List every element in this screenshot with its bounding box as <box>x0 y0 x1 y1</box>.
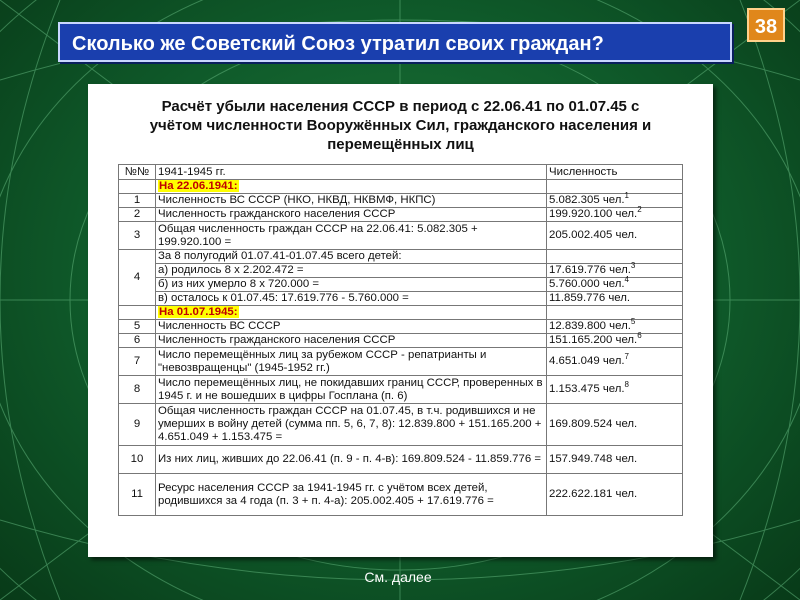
date-highlight: На 01.07.1945: <box>159 306 238 318</box>
footnote-mark: 1 <box>624 191 629 201</box>
header-period: 1941-1945 гг. <box>156 165 547 180</box>
slide-number-badge: 38 <box>747 8 785 42</box>
header-count: Численность <box>547 165 683 180</box>
row-number: 10 <box>119 446 156 474</box>
row-number: 5 <box>119 320 156 334</box>
row-number: 9 <box>119 404 156 446</box>
row-value <box>547 446 683 474</box>
footnote-mark: 8 <box>624 380 629 390</box>
table-row <box>119 376 683 404</box>
row-value-text: 199.920.100 чел. <box>549 208 638 220</box>
table-row <box>119 306 683 320</box>
row-value <box>547 404 683 446</box>
row-value-text: 1.153.475 чел. <box>549 383 625 395</box>
row-value-text: 151.165.200 чел. <box>549 334 638 346</box>
row-value <box>547 474 683 516</box>
table-row <box>119 180 683 194</box>
row-value-text: 5.082.305 чел. <box>549 194 625 206</box>
row-value <box>547 331 683 348</box>
row-value <box>547 292 683 306</box>
row-description: Численность ВС СССР (НКО, НКВД, НКВМФ, НКПС) <box>156 194 547 208</box>
row-description: Из них лиц, живших до 22.06.41 (п. 9 - п. 4-в): 169.809.524 - 11.859.776 = <box>156 446 547 474</box>
table-row <box>119 320 683 334</box>
table-row <box>119 208 683 222</box>
footnote-mark: 5 <box>630 317 636 327</box>
row-value-text: 169.809.524 чел. <box>549 418 638 430</box>
row-description: Число перемещённых лиц, не покидавших границ СССР, проверенных в 1945 г. и не вошедших в цифры Госплана (п. 6) <box>156 376 547 404</box>
footnote-mark: 3 <box>630 261 636 271</box>
row-value-text: 12.839.800 чел. <box>549 320 631 332</box>
row-description: Численность гражданского населения СССР <box>156 208 547 222</box>
row-number <box>119 306 156 320</box>
footnote-mark: 4 <box>624 275 629 285</box>
row-value-text: 4.651.049 чел. <box>549 355 625 367</box>
row-value <box>547 348 683 376</box>
row-value <box>547 250 683 264</box>
row-description: За 8 полугодий 01.07.41-01.07.45 всего детей: <box>156 250 547 264</box>
table-row <box>119 446 683 474</box>
table-row <box>119 194 683 208</box>
row-description <box>156 180 547 194</box>
row-number: 4 <box>119 250 156 306</box>
table-row <box>119 222 683 250</box>
table-body <box>119 180 683 516</box>
footnote-mark: 7 <box>624 352 629 362</box>
row-value <box>547 191 683 208</box>
row-value-text: 11.859.776 чел. <box>549 292 631 304</box>
table-row <box>119 250 683 264</box>
row-description: Число перемещённых лиц за рубежом СССР - репатрианты и "невозвращенцы" (1945-1952 гг.) <box>156 348 547 376</box>
row-value <box>547 376 683 404</box>
see-more-link[interactable]: См. далее <box>364 569 432 585</box>
document-title-line: перемещённых лиц <box>327 136 474 153</box>
row-value-text: 5.760.000 чел. <box>549 278 625 290</box>
row-value-text: 222.622.181 чел. <box>549 488 638 500</box>
population-table <box>118 164 683 516</box>
row-description <box>156 306 547 320</box>
row-description: в) осталось к 01.07.45: 17.619.776 - 5.760.000 = <box>156 292 547 306</box>
row-description: Численность ВС СССР <box>156 320 547 334</box>
row-value-text: 157.949.748 чел. <box>549 453 638 465</box>
table-row <box>119 292 683 306</box>
row-number <box>119 180 156 194</box>
row-value <box>547 222 683 250</box>
row-description: Общая численность граждан СССР на 22.06.41: 5.082.305 + 199.920.100 = <box>156 222 547 250</box>
footnote-mark: 6 <box>637 331 642 341</box>
table-row <box>119 474 683 516</box>
row-value <box>547 180 683 194</box>
row-number: 11 <box>119 474 156 516</box>
row-value <box>547 275 683 292</box>
table-row <box>119 348 683 376</box>
row-description: Общая численность граждан СССР на 01.07.45, в т.ч. родившихся и не умерших в войну детей (сумма пп. 5, 6, 7, 8): 12.839.800 + 151.165.200 + 4.651.049 + 1.153.475 = <box>156 404 547 446</box>
document-card <box>88 84 713 557</box>
row-description: б) из них умерло 8 х 720.000 = <box>156 278 547 292</box>
row-value <box>547 205 683 222</box>
row-value <box>547 306 683 320</box>
row-number: 7 <box>119 348 156 376</box>
row-number: 2 <box>119 208 156 222</box>
row-description: Численность гражданского населения СССР <box>156 334 547 348</box>
table-header-row <box>119 165 683 180</box>
header-num: №№ <box>119 165 156 180</box>
row-description: Ресурс населения СССР за 1941-1945 гг. с учётом всех детей, родившихся за 4 года (п. 3 + п. 4-а): 205.002.405 + 17.619.776 = <box>156 474 547 516</box>
row-number: 6 <box>119 334 156 348</box>
document-title-line: Расчёт убыли населения СССР в период с 22.06.41 по 01.07.45 с <box>161 98 640 115</box>
row-value <box>547 261 683 278</box>
table-row <box>119 404 683 446</box>
row-value-text: 17.619.776 чел. <box>549 264 631 276</box>
footnote-mark: 2 <box>637 205 642 215</box>
row-value-text: 205.002.405 чел. <box>549 229 638 241</box>
document-title <box>88 97 713 154</box>
row-description: а) родилось 8 х 2.202.472 = <box>156 264 547 278</box>
row-number: 3 <box>119 222 156 250</box>
row-number: 1 <box>119 194 156 208</box>
table-row <box>119 334 683 348</box>
row-value <box>547 317 683 334</box>
slide-title: Сколько же Советский Союз утратил своих граждан? <box>58 22 732 62</box>
row-number: 8 <box>119 376 156 404</box>
date-highlight: На 22.06.1941: <box>159 180 238 192</box>
table-row <box>119 264 683 278</box>
table-row <box>119 278 683 292</box>
document-title-line: учётом численности Вооружённых Сил, гражданского населения и <box>149 117 652 134</box>
